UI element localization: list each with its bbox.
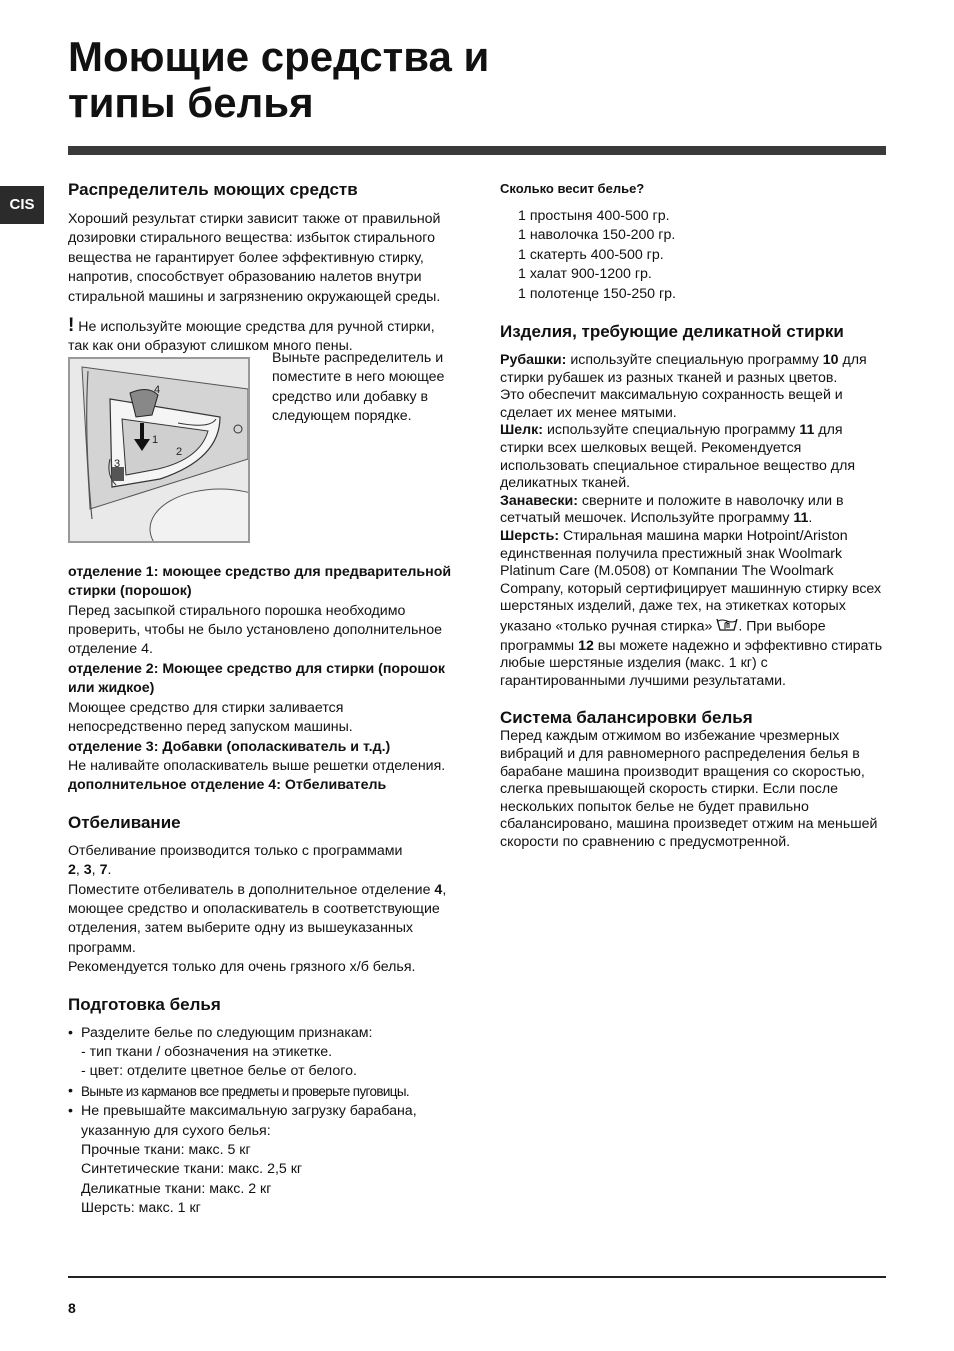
- curtains-paragraph: [500, 493, 886, 528]
- silk-paragraph: [500, 422, 886, 492]
- prep-bullet-1-text: Разделите белье по следующим признакам:: [81, 1024, 373, 1041]
- load-item: Синтетические ткани: макс. 2,5 кг: [81, 1161, 303, 1178]
- prep-bullet-2-text: Выньте из карманов все предметы и проверьте пуговицы.: [81, 1083, 409, 1099]
- weights-heading: Сколько весит белье?: [500, 181, 645, 196]
- curtains-label: Занавески:: [500, 492, 578, 509]
- bleach-text-2: [68, 881, 454, 959]
- weight-item: 1 полотенце 150-250 гр.: [518, 285, 676, 302]
- delicate-body: [500, 352, 886, 690]
- figure-label-4: 4: [154, 383, 161, 396]
- weight-item: 1 наволочка 150-200 гр.: [518, 227, 676, 244]
- balance-heading: Система балансировки белья: [500, 708, 753, 728]
- bleach-text-1: Отбеливание производится только с программами 2, 3, 7.: [68, 842, 403, 879]
- wool-program: 12: [578, 637, 594, 654]
- silk-label: Шелк:: [500, 422, 543, 439]
- compartment-3-text: Не наливайте ополаскиватель выше решетки отделения.: [68, 757, 446, 774]
- load-item: Шерсть: макс. 1 кг: [81, 1200, 201, 1217]
- curtains-program: 11: [793, 510, 809, 527]
- bleach-text-3: Рекомендуется только для очень грязного х/б белья.: [68, 959, 416, 976]
- weight-item: 1 простыня 400-500 гр.: [518, 208, 670, 224]
- prep-sub-2: - цвет: отделите цветное белье от белого.: [81, 1063, 357, 1080]
- compartment-3-title: отделение 3: Добавки (ополаскиватель и т.д.): [68, 738, 391, 755]
- compartment-2-text: Моющее средство для стирки заливается непосредственно перед запуском машины.: [68, 699, 353, 736]
- wool-label: Шерсть:: [500, 527, 560, 544]
- hand-wash-icon: [716, 616, 738, 638]
- figure-label-1: 1: [152, 433, 159, 446]
- figure-label-3: 3: [114, 457, 121, 470]
- compartment-4-title: дополнительное отделение 4: Отбеливатель: [68, 777, 387, 794]
- left-column: [68, 178, 454, 1219]
- title-line-1: Моющие средства и: [68, 33, 490, 80]
- silk-text-1: используйте специальную программу: [543, 422, 800, 439]
- page-number: 8: [68, 1300, 76, 1316]
- language-tab: CIS: [0, 186, 44, 224]
- right-column: [500, 178, 886, 851]
- bleach-heading: Отбеливание: [68, 812, 181, 832]
- figure-caption: Выньте распределитель и поместите в него моющее средство или добавку в следующем порядке.: [272, 349, 445, 425]
- wool-paragraph: [500, 528, 886, 690]
- shirts-text-1: используйте специальную программу: [566, 352, 823, 369]
- prep-list: [68, 1024, 454, 1219]
- compartment-1-text: Перед засыпкой стирального порошка необходимо проверить, чтобы не было установлено дополнительное отделение 4.: [68, 602, 443, 658]
- shirts-paragraph: [500, 352, 886, 387]
- wool-text-2: . При выборе программы: [500, 618, 826, 654]
- weight-item: 1 халат 900-1200 гр.: [518, 266, 652, 283]
- load-item: Деликатные ткани: макс. 2 кг: [81, 1180, 272, 1197]
- prep-bullet-3: [68, 1102, 454, 1218]
- bleach-program-c: 7: [99, 862, 108, 879]
- bleach-program-a: 2: [68, 862, 76, 879]
- prep-bullet-3-text: Не превышайте максимальную загрузку барабана, указанную для сухого белья:: [81, 1103, 417, 1139]
- title-rule: [68, 146, 886, 155]
- load-item: Прочные ткани: макс. 5 кг: [81, 1142, 251, 1158]
- prep-heading: Подготовка белья: [68, 994, 221, 1014]
- bleach-intro: Отбеливание производится только с программами: [68, 842, 403, 859]
- warning-icon: !: [68, 315, 75, 337]
- bleach-compartment-number: 4: [434, 881, 443, 898]
- silk-text-2: для стирки всех шелковых вещей. Рекомендуется использовать специальное стиральное вещество для деликатных тканей.: [500, 422, 856, 492]
- warning-text: Не используйте моющие средства для ручной стирки, так как они образуют слишком много пены.: [68, 319, 435, 355]
- prep-sub-1: - тип ткани / обозначения на этикетке.: [81, 1043, 333, 1060]
- bleach-program-b: 3: [83, 862, 92, 879]
- dispenser-illustration: [68, 357, 250, 543]
- curtains-text-1: сверните и положите в наволочку или в сетчатый мешочек. Используйте программу: [500, 492, 844, 527]
- title-line-2: типы белья: [68, 79, 314, 126]
- footer-rule: [68, 1276, 886, 1278]
- curtains-text-2: .: [808, 510, 813, 527]
- wool-text-3: вы можете надежно и эффективно стирать любые шерстяные изделия (макс. 1 кг) с гарантированными лучшими результатами.: [500, 637, 883, 689]
- weight-item: 1 скатерть 400-500 гр.: [518, 246, 664, 263]
- wool-text-1: Стиральная машина марки Hotpoint/Ariston единственная получила престижный знак Woolmark Platinum Care (M.0508) от Компании The Woolmark Company, который сертифицирует машинную стирку всех шерстяных изделий, даже тех, на этикетках которых указано «только ручная стирка»: [500, 527, 882, 635]
- shirts-label: Рубашки:: [500, 352, 567, 369]
- silk-program: 11: [799, 422, 815, 439]
- bleach-text-2-suffix: , моющее средство и ополаскиватель в соответствующие отделения, затем выберите одну из вышеуказанных программ.: [68, 881, 447, 956]
- balance-text: Перед каждым отжимом во избежание чрезмерных вибраций и для равномерного распределения белья в барабане машина производит вращения со скоростью, слегка превышающей скорость стирки. Если после нескольких попыток белье не будет правильно сбалансировано, машина произведет отжим на меньшей скорости по сравнению с предусмотренной.: [500, 728, 878, 850]
- weights-list: [518, 207, 886, 304]
- figure-label-2: 2: [176, 445, 183, 458]
- dispenser-heading: Распределитель моющих средств: [68, 180, 358, 199]
- shirts-text-2: для стирки рубашек из разных тканей и разных цветов.: [500, 352, 867, 386]
- shirts-program: 10: [822, 352, 839, 369]
- dispenser-intro: Хороший результат стирки зависит также от правильной дозировки стирального вещества: избыток стирального вещества не гарантирует более эффективную стирку, напротив, способствует образованию налетов внутри стиральной машины и загрязнению окружающей среды.: [68, 211, 441, 305]
- compartment-1-title: отделение 1: моющее средство для предварительной стирки (порошок): [68, 563, 452, 600]
- compartment-2-title: отделение 2: Моющее средство для стирки (порошок или жидкое): [68, 660, 446, 697]
- shirts-note: Это обеспечит максимальную сохранность вещей и сделает их менее мятыми.: [500, 387, 843, 421]
- bleach-text-2-prefix: Поместите отбеливатель в дополнительное отделение: [68, 881, 431, 898]
- delicate-heading: Изделия, требующие деликатной стирки: [500, 322, 844, 342]
- page-title: [68, 34, 888, 126]
- prep-bullet-1: [68, 1024, 454, 1082]
- dispenser-figure-row: [68, 349, 454, 543]
- prep-bullet-2: [68, 1082, 454, 1102]
